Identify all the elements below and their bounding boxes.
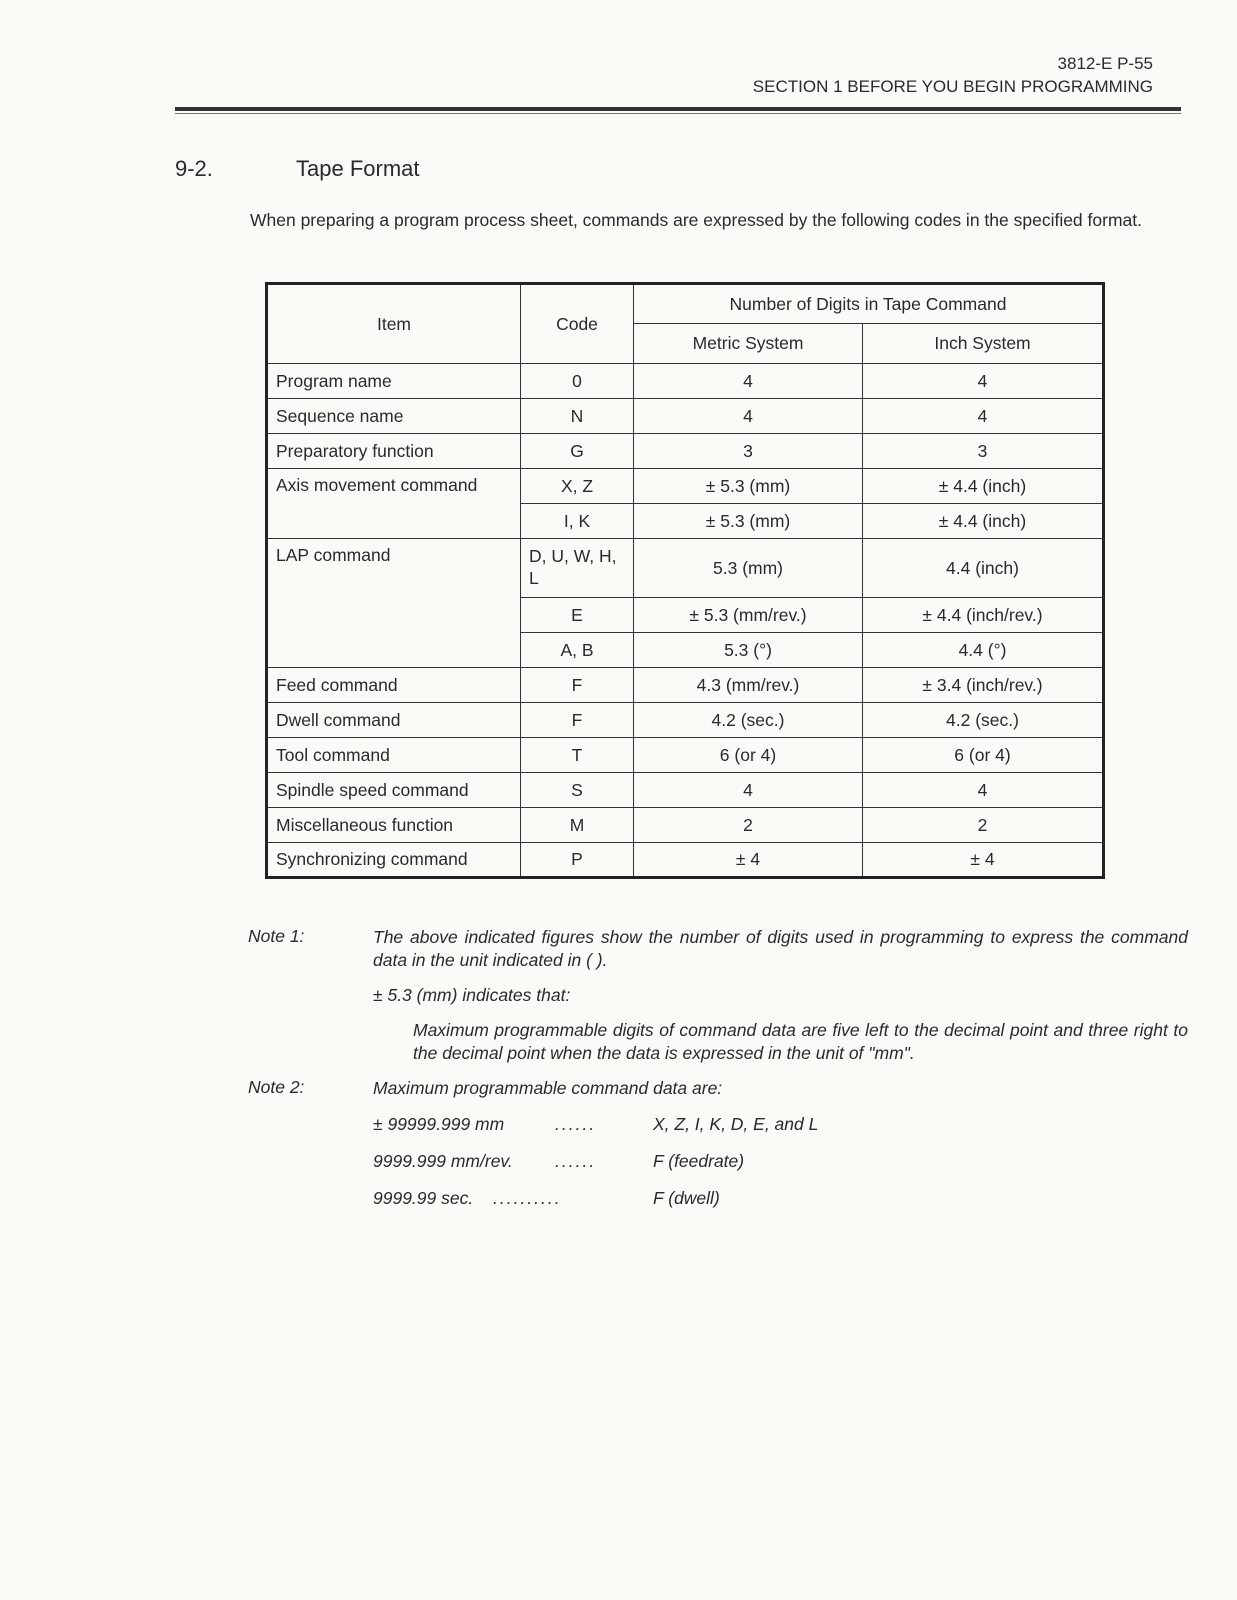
code-cell: I, K: [521, 504, 634, 539]
note-2-text: Maximum programmable command data are:: [373, 1078, 723, 1098]
inch-cell: ± 3.4 (inch/rev.): [863, 668, 1104, 703]
note-2: [248, 1077, 1188, 1100]
notes-section: [248, 926, 1188, 1225]
inch-cell: 4: [863, 399, 1104, 434]
metric-cell: 4.2 (sec.): [634, 703, 863, 738]
max-description: F (dwell): [653, 1188, 720, 1208]
code-cell: 0: [521, 364, 634, 399]
table-row: [267, 539, 1104, 598]
section-title: Tape Format: [296, 156, 420, 181]
max-data-item: [373, 1188, 1188, 1225]
code-cell: M: [521, 808, 634, 843]
code-cell: A, B: [521, 633, 634, 668]
table-row: [267, 808, 1104, 843]
max-data-item: [373, 1114, 1188, 1151]
item-cell: Tool command: [267, 738, 521, 773]
intro-paragraph: When preparing a program process sheet, commands are expressed by the following codes in the specified format.: [250, 210, 1142, 230]
item-cell: Spindle speed command: [267, 773, 521, 808]
item-cell: Dwell command: [267, 703, 521, 738]
inch-cell: 4: [863, 364, 1104, 399]
leader-dots: ......: [555, 1114, 597, 1134]
note-1: [248, 926, 1188, 972]
max-description: F (feedrate): [653, 1151, 745, 1171]
inch-cell: ± 4.4 (inch): [863, 504, 1104, 539]
leader-dots: ......: [555, 1151, 597, 1171]
item-cell: Sequence name: [267, 399, 521, 434]
table-row: [267, 434, 1104, 469]
inch-cell: 6 (or 4): [863, 738, 1104, 773]
metric-cell: ± 5.3 (mm): [634, 504, 863, 539]
table-row: [267, 738, 1104, 773]
max-value: 9999.999 mm/rev.: [373, 1151, 513, 1171]
max-description: X, Z, I, K, D, E, and L: [653, 1114, 819, 1134]
header-code: Code: [521, 284, 634, 364]
header-inch: Inch System: [863, 324, 1104, 364]
header-metric: Metric System: [634, 324, 863, 364]
inch-cell: ± 4.4 (inch): [863, 469, 1104, 504]
code-cell: T: [521, 738, 634, 773]
metric-cell: 4: [634, 364, 863, 399]
header-rule: [175, 107, 1181, 111]
metric-cell: ± 4: [634, 843, 863, 878]
table-row: [267, 469, 1104, 504]
metric-cell: 4.3 (mm/rev.): [634, 668, 863, 703]
code-cell: F: [521, 668, 634, 703]
code-cell: D, U, W, H, L: [521, 539, 634, 598]
inch-cell: 4: [863, 773, 1104, 808]
note-1-detail: Maximum programmable digits of command data are five left to the decimal point and three right to the decimal point when the data is expressed in the unit of "mm".: [413, 1020, 1188, 1063]
metric-cell: 5.3 (°): [634, 633, 863, 668]
item-cell: Program name: [267, 364, 521, 399]
item-cell: Feed command: [267, 668, 521, 703]
inch-cell: 4.2 (sec.): [863, 703, 1104, 738]
note-1-text: The above indicated figures show the number of digits used in programming to express the command data in the unit indicated in ( ).: [373, 927, 1188, 970]
code-cell: S: [521, 773, 634, 808]
item-cell: Miscellaneous function: [267, 808, 521, 843]
code-cell: F: [521, 703, 634, 738]
max-data-item: [373, 1151, 1188, 1188]
item-cell: Preparatory function: [267, 434, 521, 469]
table-row: [267, 364, 1104, 399]
item-cell: Synchronizing command: [267, 843, 521, 878]
code-cell: E: [521, 598, 634, 633]
table-row: [267, 843, 1104, 878]
header-rule-thin: [175, 113, 1181, 114]
leader-dots: ..........: [493, 1188, 562, 1208]
table-row: [267, 399, 1104, 434]
metric-cell: 3: [634, 434, 863, 469]
header-item: Item: [267, 284, 521, 364]
page-reference: 3812-E P-55: [1057, 54, 1153, 73]
max-value: 9999.99 sec.: [373, 1188, 474, 1208]
inch-cell: 4.4 (inch): [863, 539, 1104, 598]
inch-cell: ± 4.4 (inch/rev.): [863, 598, 1104, 633]
note-1-label: Note 1:: [248, 926, 305, 946]
inch-cell: 3: [863, 434, 1104, 469]
section-number: 9-2.: [175, 156, 213, 181]
code-cell: G: [521, 434, 634, 469]
metric-cell: ± 5.3 (mm/rev.): [634, 598, 863, 633]
metric-cell: 6 (or 4): [634, 738, 863, 773]
metric-cell: 2: [634, 808, 863, 843]
item-cell: Axis movement command: [267, 469, 521, 539]
page-header: [753, 52, 1153, 98]
item-cell: LAP command: [267, 539, 521, 668]
header-digits: Number of Digits in Tape Command: [634, 284, 1104, 324]
metric-cell: 5.3 (mm): [634, 539, 863, 598]
inch-cell: 2: [863, 808, 1104, 843]
max-value: ± 99999.999 mm: [373, 1114, 505, 1134]
note-2-label: Note 2:: [248, 1077, 305, 1097]
tape-format-table: [265, 282, 1105, 879]
metric-cell: ± 5.3 (mm): [634, 469, 863, 504]
metric-cell: 4: [634, 399, 863, 434]
metric-cell: 4: [634, 773, 863, 808]
inch-cell: ± 4: [863, 843, 1104, 878]
note-1-example: ± 5.3 (mm) indicates that:: [373, 985, 571, 1005]
table-row: [267, 668, 1104, 703]
code-cell: X, Z: [521, 469, 634, 504]
section-heading: SECTION 1 BEFORE YOU BEGIN PROGRAMMING: [752, 77, 1153, 96]
code-cell: P: [521, 843, 634, 878]
table-row: [267, 773, 1104, 808]
inch-cell: 4.4 (°): [863, 633, 1104, 668]
table-row: [267, 703, 1104, 738]
code-cell: N: [521, 399, 634, 434]
